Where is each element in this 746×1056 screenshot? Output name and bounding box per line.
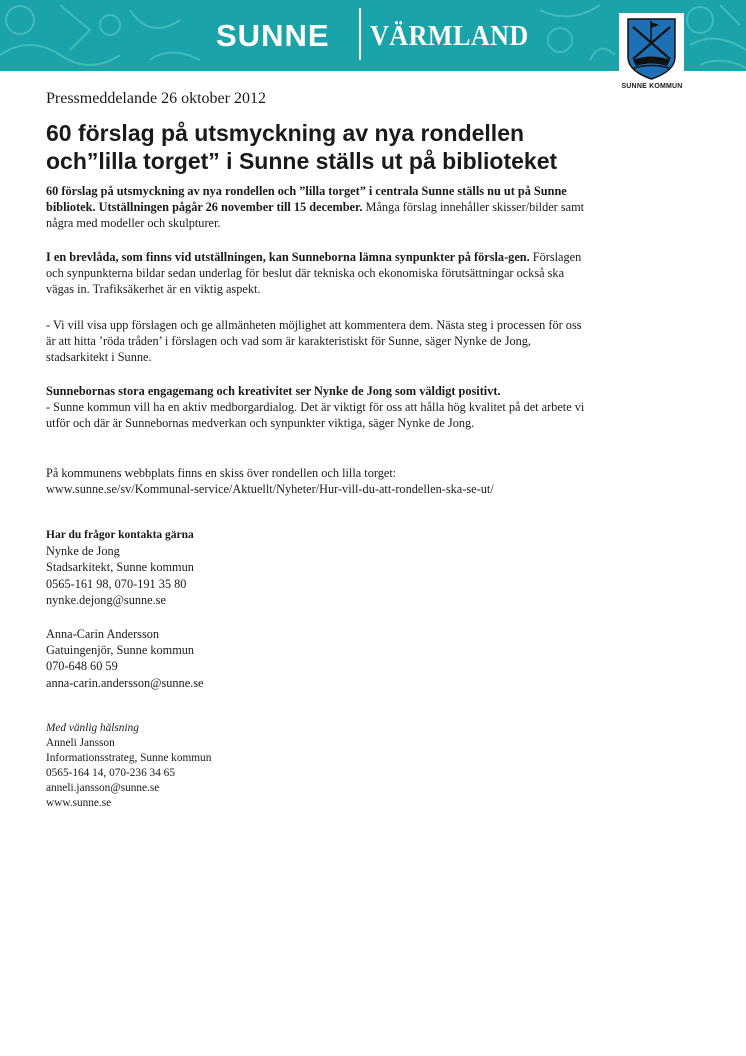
paragraph-2-text: Förslagen och synpunkterna bildar sedan underlag för beslut där tekniska och ekonomiska förutsättningar också ska vägas in. Trafiksäkerhet är en viktig aspekt. (46, 250, 582, 297)
paragraph-2 (46, 249, 586, 298)
paragraph-5-text: På kommunens webbplats finns en skiss över rondellen och lilla torget: (46, 466, 397, 480)
contact-heading: Har du frågor kontakta gärna (46, 529, 194, 541)
headline (46, 119, 646, 175)
contact-1-phone: 0565-161 98, 070-191 35 80 (46, 576, 187, 591)
sketch-link[interactable]: www.sunne.se/sv/Kommunal-service/Aktuellt/Nyheter/Hur-vill-du-att-rondellen-ska-se-ut/ (46, 482, 494, 497)
paragraph-4 (46, 383, 586, 432)
paragraph-3: - Vi vill visa upp förslagen och ge allmänheten möjlighet att kommentera dem. Nästa steg i processen för oss är att hitta ’röda tråden’ i förslagen och vad som är karakteristiskt för Sunne, säger Nynke de Jong, stadsarkitekt i Sunne. (46, 318, 582, 365)
signoff-name: Anneli Jansson (46, 737, 115, 749)
signoff-email[interactable]: anneli.jansson@sunne.se (46, 782, 160, 794)
crest-caption: SUNNE KOMMUN (621, 83, 683, 90)
contact-1-email[interactable]: nynke.dejong@sunne.se (46, 592, 166, 607)
contact-1-name: Nynke de Jong (46, 544, 120, 559)
paragraph-2-lead: I en brevlåda, som finns vid utställningen, kan Sunneborna lämna synpunkter på försla-gen. (46, 250, 530, 264)
contact-1-title: Stadsarkitekt, Sunne kommun (46, 560, 194, 575)
brand-varmland: VÄRMLAND (370, 19, 529, 52)
brand-sunne: SUNNE (216, 18, 330, 53)
signoff-block (46, 721, 211, 811)
signoff-phone: 0565-164 14, 070-236 34 65 (46, 767, 175, 779)
contact-2-phone: 070-648 60 59 (46, 659, 118, 674)
paragraph-1-text: Många förslag innehåller skisser/bilder samt några med modeller och skulpturer. (46, 200, 585, 231)
signoff-website[interactable]: www.sunne.se (46, 797, 112, 809)
press-release-date: Pressmeddelande 26 oktober 2012 (46, 90, 266, 107)
crest-icon (619, 13, 684, 83)
paragraph-1 (46, 183, 586, 232)
signoff-title: Informationsstrateg, Sunne kommun (46, 752, 212, 764)
contact-2-title: Gatuingenjör, Sunne kommun (46, 643, 195, 658)
headline-line-1: 60 förslag på utsmyckning av nya rondellen (46, 120, 525, 146)
paragraph-4-text: - Sunne kommun vill ha en aktiv medborgardialog. Det är viktigt för oss att hålla hög kvalitet på det arbete vi utför och där är Sunnebornas medverkan och synpunkter viktiga, säger Nynke de Jong. (46, 400, 585, 431)
paragraph-4-lead: Sunnebornas stora engagemang och kreativitet ser Nynke de Jong som väldigt positivt. (46, 384, 501, 398)
signoff-greeting: Med vänlig hälsning (46, 722, 139, 734)
paragraph-1-lead: 60 förslag på utsmyckning av nya rondellen och ”lilla torget” i centrala Sunne ställs nu ut på Sunne bibliotek. Utställningen pågår 26 november till 15 december. (46, 184, 567, 215)
contact-2-name: Anna-Carin Andersson (46, 627, 160, 641)
contact-2-email[interactable]: anna-carin.andersson@sunne.se (46, 675, 204, 690)
headline-line-2: och”lilla torget” i Sunne ställs ut på biblioteket (46, 148, 558, 174)
contact-block (46, 527, 194, 608)
contact-block-2 (46, 626, 203, 691)
brand-divider (359, 8, 361, 60)
municipal-crest (619, 13, 684, 83)
paragraph-5 (46, 465, 586, 497)
